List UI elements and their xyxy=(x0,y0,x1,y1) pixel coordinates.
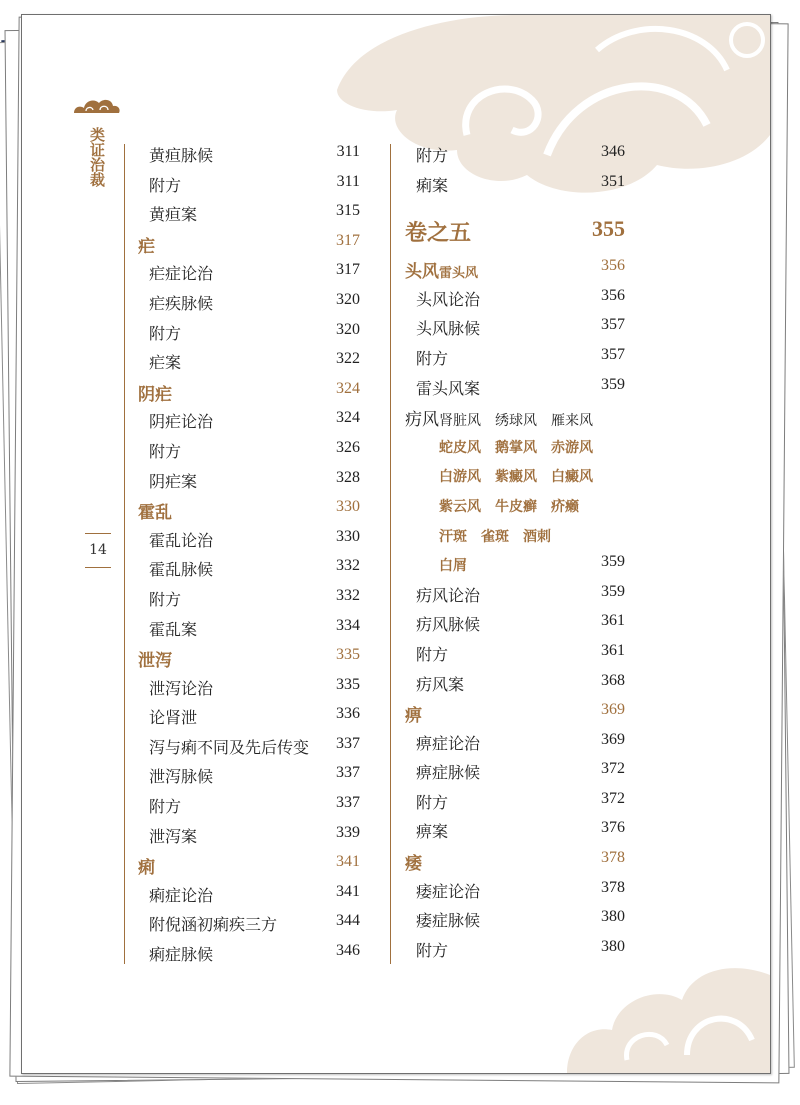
toc-page-number: 369 xyxy=(601,730,625,748)
toc-entry[interactable] xyxy=(403,579,625,609)
toc-label-text: 泄泻案 xyxy=(149,826,198,846)
toc-label-text: 头风脉候 xyxy=(416,319,481,339)
toc-label xyxy=(416,760,480,783)
toc-page-number: 326 xyxy=(336,438,360,456)
toc-entry[interactable] xyxy=(403,312,625,342)
toc-heading[interactable] xyxy=(403,253,625,283)
toc-label-text: 头风 xyxy=(405,262,439,283)
toc-entry[interactable] xyxy=(403,401,625,431)
toc-sub-label: 雷头风 xyxy=(439,266,479,282)
toc-label-text: 痹症脉候 xyxy=(416,763,481,783)
toc-label-text: 痢案 xyxy=(416,175,449,195)
toc-sub-label: 肾脏风 绣球风 雁来风 xyxy=(439,413,593,430)
toc-label xyxy=(149,705,197,728)
toc-page-number: 372 xyxy=(601,789,625,807)
toc-label-text: 疠风脉候 xyxy=(416,615,481,635)
toc-page-number: 339 xyxy=(336,823,360,841)
toc-entry[interactable] xyxy=(136,583,360,613)
toc-entry[interactable] xyxy=(136,139,360,169)
toc-label-text: 黄疸脉候 xyxy=(149,146,214,165)
toc-entry[interactable] xyxy=(136,938,360,968)
toc-label-text: 白屑 xyxy=(439,558,467,575)
toc-label xyxy=(138,498,172,523)
toc-page-number: 328 xyxy=(336,468,360,486)
toc-heading[interactable] xyxy=(136,849,360,879)
toc-page-number: 324 xyxy=(336,409,360,427)
toc-entry[interactable] xyxy=(136,435,360,465)
toc-entry[interactable] xyxy=(136,287,360,317)
toc-label-text: 附方 xyxy=(149,441,182,461)
toc-label-text: 附倪涵初痢疾三方 xyxy=(149,915,278,935)
toc-entry[interactable] xyxy=(136,169,360,199)
toc-page-number: 320 xyxy=(336,290,360,308)
toc-label xyxy=(439,555,467,575)
toc-page-number: 334 xyxy=(336,616,360,634)
toc-entry[interactable] xyxy=(403,169,625,199)
toc-label-text: 痹症论治 xyxy=(416,733,481,753)
toc-page-number: 337 xyxy=(336,734,360,752)
toc-label-text: 霍乱论治 xyxy=(149,530,214,550)
toc-page-number: 335 xyxy=(336,675,360,693)
toc-page-number: 376 xyxy=(601,819,625,837)
page-number: 14 xyxy=(89,542,107,558)
toc-label xyxy=(439,526,551,546)
toc-label-text: 泄泻脉候 xyxy=(149,767,214,787)
toc-heading[interactable] xyxy=(136,228,360,258)
toc-label-text: 泻与痢不同及先后传变 xyxy=(149,737,310,757)
toc-label xyxy=(149,912,277,935)
toc-label-text: 痹案 xyxy=(416,822,449,842)
toc-entry[interactable] xyxy=(403,904,625,934)
toc-entry[interactable] xyxy=(403,815,625,845)
toc-entry[interactable] xyxy=(136,405,360,435)
toc-entry[interactable] xyxy=(403,786,625,816)
toc-label xyxy=(149,261,213,284)
toc-entry[interactable] xyxy=(403,342,625,372)
toc-page-number: 337 xyxy=(336,794,360,812)
toc-heading[interactable] xyxy=(403,697,625,727)
toc-label-text: 雷头风案 xyxy=(416,378,481,398)
toc-label-text: 阴疟论治 xyxy=(149,412,214,432)
toc-entry[interactable] xyxy=(136,317,360,347)
toc-page-number: 317 xyxy=(336,261,360,279)
toc-label xyxy=(149,291,213,314)
toc-page-number: 337 xyxy=(336,764,360,782)
toc-label xyxy=(149,321,181,344)
toc-page-number: 341 xyxy=(336,882,360,900)
toc-page-number: 361 xyxy=(601,612,625,630)
toc-entry[interactable] xyxy=(403,934,625,964)
toc-label xyxy=(149,439,181,462)
toc-entry[interactable] xyxy=(136,760,360,790)
toc-label-text: 蛇皮风 鹅掌风 赤游风 xyxy=(439,439,593,456)
toc-label-text: 附方 xyxy=(416,348,449,368)
toc-label-text: 痢症论治 xyxy=(149,885,214,905)
toc-label-text: 霍乱 xyxy=(138,503,172,524)
toc-page-number: 322 xyxy=(336,350,360,368)
toc-label-text: 痹 xyxy=(405,706,422,727)
toc-label xyxy=(149,528,213,551)
toc-label-text: 阴疟案 xyxy=(149,471,198,491)
toc-page-number: 335 xyxy=(336,646,360,664)
toc-heading[interactable] xyxy=(136,642,360,672)
toc-page-number: 344 xyxy=(336,912,360,930)
toc-entry[interactable] xyxy=(136,524,360,554)
toc-page-number: 359 xyxy=(601,582,625,600)
toc-entry[interactable] xyxy=(403,608,625,638)
toc-label xyxy=(149,409,213,432)
toc-entry[interactable] xyxy=(403,520,625,550)
toc-label-text: 疠风案 xyxy=(416,674,465,694)
toc-label xyxy=(138,853,155,878)
toc-label-text: 附方 xyxy=(416,792,449,812)
toc-page-number: 324 xyxy=(336,379,360,397)
toc-page-number: 368 xyxy=(601,671,625,689)
toc-label-text: 痢 xyxy=(138,858,155,879)
toc-label xyxy=(416,612,480,635)
toc-label xyxy=(149,202,197,225)
toc-label xyxy=(149,469,197,492)
toc-label-text: 痢症脉候 xyxy=(149,945,214,965)
toc-label xyxy=(416,642,448,665)
toc-entry[interactable] xyxy=(136,553,360,583)
toc-label-text: 汗斑 雀斑 酒刺 xyxy=(439,528,551,545)
toc-entry[interactable] xyxy=(403,727,625,757)
toc-page-number: 369 xyxy=(601,701,625,719)
toc-label xyxy=(416,143,448,166)
toc-entry[interactable] xyxy=(403,638,625,668)
toc-page-number: 346 xyxy=(336,942,360,960)
toc-label xyxy=(405,216,471,247)
toc-label-text: 附方 xyxy=(149,797,182,817)
toc-page-number: 317 xyxy=(336,231,360,249)
toc-label xyxy=(149,676,213,699)
toc-page-number: 330 xyxy=(336,498,360,516)
toc-label-text: 泄泻 xyxy=(138,651,172,672)
toc-label xyxy=(416,819,448,842)
toc-label-text: 疟症论治 xyxy=(149,264,214,284)
toc-page-number: 341 xyxy=(336,853,360,871)
toc-label xyxy=(416,879,480,902)
toc-entry[interactable] xyxy=(136,672,360,702)
toc-label xyxy=(138,232,155,257)
toc-label-text: 泄泻论治 xyxy=(149,678,214,698)
toc-left-column xyxy=(136,139,360,968)
toc-label xyxy=(416,316,480,339)
toc-label xyxy=(405,849,422,874)
toc-page-number: 378 xyxy=(601,878,625,896)
toc-page-number: 332 xyxy=(336,586,360,604)
toc-label-text: 卷之五 xyxy=(405,220,472,247)
toc-entry[interactable] xyxy=(136,257,360,287)
toc-label xyxy=(149,824,197,847)
toc-page-number: 311 xyxy=(336,143,360,160)
toc-entry[interactable] xyxy=(403,139,625,169)
toc-label xyxy=(416,938,448,961)
toc-label xyxy=(439,496,579,516)
toc-label xyxy=(149,764,213,787)
toc-page-number: 380 xyxy=(601,937,625,955)
toc-label xyxy=(416,583,480,606)
toc-label xyxy=(149,794,181,817)
toc-entry[interactable] xyxy=(136,346,360,376)
toc-entry[interactable] xyxy=(403,372,625,402)
toc-label-text: 附方 xyxy=(149,175,182,195)
toc-page-number: 336 xyxy=(336,705,360,723)
toc-page-number: 351 xyxy=(601,172,625,190)
toc-label-text: 霍乱脉候 xyxy=(149,560,214,580)
toc-label-text: 疟案 xyxy=(149,353,182,373)
toc-page-number: 332 xyxy=(336,557,360,575)
toc-page-number: 356 xyxy=(601,286,625,304)
toc-label-text: 痿症脉候 xyxy=(416,911,481,931)
toc-label-text: 附方 xyxy=(416,940,449,960)
toc-label xyxy=(416,672,464,695)
toc-label xyxy=(439,466,593,486)
toc-page-number: 357 xyxy=(601,345,625,363)
toc-entry[interactable] xyxy=(403,549,625,579)
toc-label xyxy=(138,646,172,671)
toc-page-number: 356 xyxy=(601,257,625,275)
toc-right-column xyxy=(403,139,625,963)
toc-page-number: 357 xyxy=(601,316,625,334)
book-page xyxy=(21,14,771,1074)
toc-page-number: 320 xyxy=(336,320,360,338)
toc-label-text: 论肾泄 xyxy=(149,708,198,728)
toc-label xyxy=(149,557,213,580)
cloud-decoration xyxy=(567,945,770,1073)
toc-label-text: 黄疸案 xyxy=(149,205,198,225)
toc-entry[interactable] xyxy=(136,879,360,909)
toc-heading[interactable] xyxy=(136,376,360,406)
toc-label xyxy=(416,376,480,399)
toc-entry[interactable] xyxy=(403,490,625,520)
toc-label xyxy=(439,437,593,457)
page-number-box xyxy=(85,533,111,573)
toc-label xyxy=(416,287,480,310)
toc-entry[interactable] xyxy=(136,731,360,761)
toc-label xyxy=(149,735,309,758)
column-divider xyxy=(124,144,125,964)
toc-label xyxy=(149,173,181,196)
toc-label-text: 疠风论治 xyxy=(416,585,481,605)
toc-heading[interactable] xyxy=(403,845,625,875)
toc-label-text: 阴疟 xyxy=(138,384,172,405)
toc-entry[interactable] xyxy=(136,465,360,495)
toc-heading[interactable] xyxy=(136,494,360,524)
toc-label xyxy=(405,257,478,282)
toc-label-text: 霍乱案 xyxy=(149,619,198,639)
toc-label xyxy=(149,942,213,965)
toc-page-number: 359 xyxy=(601,553,625,571)
toc-label-text: 附方 xyxy=(416,146,449,165)
toc-label-text: 紫云风 牛皮癣 疥癞 xyxy=(439,498,579,515)
toc-page-number: 378 xyxy=(601,849,625,867)
toc-label xyxy=(149,587,181,610)
toc-label xyxy=(405,405,593,430)
toc-label-text: 附方 xyxy=(149,589,182,609)
toc-page-number: 355 xyxy=(592,216,625,242)
toc-page-number: 346 xyxy=(601,143,625,160)
toc-entry[interactable] xyxy=(136,790,360,820)
toc-entry[interactable] xyxy=(136,198,360,228)
toc-label-text: 痿 xyxy=(405,854,422,875)
toc-label xyxy=(149,350,181,373)
toc-page-number: 315 xyxy=(336,202,360,220)
toc-label xyxy=(405,701,422,726)
toc-page-number: 311 xyxy=(336,172,360,190)
toc-label xyxy=(149,143,213,166)
toc-label xyxy=(416,346,448,369)
toc-label xyxy=(416,173,448,196)
toc-label xyxy=(138,380,172,405)
cloud-logo-icon xyxy=(72,95,122,119)
toc-label-text: 疟疾脉候 xyxy=(149,293,214,313)
toc-entry[interactable] xyxy=(403,283,625,313)
toc-label-text: 痿症论治 xyxy=(416,881,481,901)
toc-heading[interactable] xyxy=(403,198,625,253)
toc-label-text: 疟 xyxy=(138,236,155,257)
toc-label-text: 白游风 紫癜风 白癜风 xyxy=(439,469,593,486)
toc-label xyxy=(149,617,197,640)
toc-page-number: 359 xyxy=(601,375,625,393)
toc-page-number: 372 xyxy=(601,760,625,778)
toc-page-number: 361 xyxy=(601,641,625,659)
toc-label-text: 头风论治 xyxy=(416,289,481,309)
section-title: 类证治裁 xyxy=(88,127,106,187)
toc-entry[interactable] xyxy=(136,820,360,850)
toc-entry[interactable] xyxy=(403,668,625,698)
toc-label xyxy=(416,908,480,931)
toc-entry[interactable] xyxy=(403,460,625,490)
toc-page-number: 380 xyxy=(601,908,625,926)
toc-entry[interactable] xyxy=(136,908,360,938)
toc-entry[interactable] xyxy=(403,756,625,786)
toc-label xyxy=(149,883,213,906)
toc-label xyxy=(416,790,448,813)
toc-page-number: 330 xyxy=(336,527,360,545)
toc-entry[interactable] xyxy=(136,701,360,731)
toc-label-text: 附方 xyxy=(149,323,182,343)
column-divider xyxy=(390,144,391,964)
toc-entry[interactable] xyxy=(136,613,360,643)
toc-entry[interactable] xyxy=(403,875,625,905)
toc-entry[interactable] xyxy=(403,431,625,461)
toc-label-text: 附方 xyxy=(416,644,449,664)
toc-label-text: 疠风 xyxy=(405,410,439,431)
toc-label xyxy=(416,731,480,754)
